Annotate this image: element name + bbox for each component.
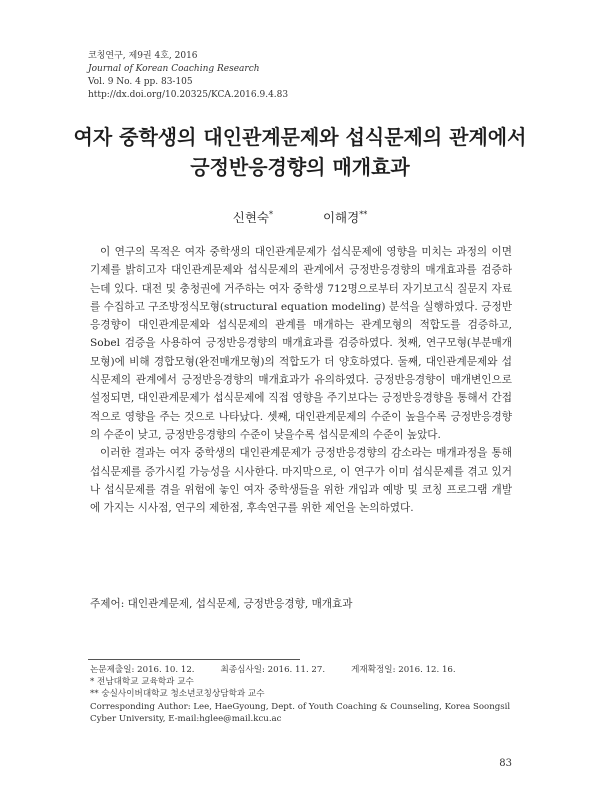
abstract (90, 243, 512, 517)
author-1-name: 신현숙 (232, 210, 269, 225)
page-number: 83 (499, 758, 512, 769)
author-2-name: 이해경 (322, 210, 360, 225)
title-line-2: 긍정반응경향의 매개효과 (190, 155, 410, 179)
author-2-mark: ** (359, 209, 368, 219)
doi-link[interactable]: http://dx.doi.org/10.20325/KCA.2016.9.4.83 (88, 90, 289, 100)
journal-name-english: Journal of Korean Coaching Research (88, 64, 260, 74)
abstract-paragraph-2: 이러한 결과는 여자 중학생의 대인관계문제가 긍정반응경향의 감소라는 매개과정을 통해 섭식문제를 증가시킬 가능성을 시사한다. 마지막으로, 이 연구가 이미 섭식문제를 겪고 있거나 섭식문제를 겪을 위험에 놓인 여자 중학생들을 위한 개입과 예방 및 코칭 프로그램 개발에 가지는 시사점, 연구의 제한점, 후속연구를 위한 제언을 논의하였다. (90, 447, 512, 515)
submission-dates (90, 664, 512, 676)
journal-header (88, 50, 288, 102)
accepted-date: 게재확정일: 2016. 12. 16. (351, 665, 456, 675)
footnotes (90, 664, 512, 725)
author-2 (323, 208, 367, 226)
title-line-1: 여자 중학생의 대인관계문제와 섭식문제의 관계에서 (73, 125, 527, 149)
journal-volume: Vol. 9 No. 4 pp. 83-105 (88, 77, 193, 87)
author-1-mark: * (269, 209, 273, 219)
journal-issue-korean: 코칭연구, 제9권 4호, 2016 (88, 51, 198, 61)
paper-title (0, 122, 600, 182)
affiliation-1: * 전남대학교 교육학과 교수 (90, 677, 194, 688)
abstract-paragraph-1: 이 연구의 목적은 여자 중학생의 대인관계문제가 섭식문제에 영향을 미치는 과정의 이면기제를 밝히고자 대인관계문제와 섭식문제의 관계에서 긍정반응경향의 매개효과를 검증하는데 있다. 대전 및 충청권에 거주하는 여자 중학생 712명으로부터 자기보고식 질문지 자료를 수집하고 구조방정식모형(structural equation modeling) 분석을 실행하였다. 긍정반응경향이 대인관계문제와 섭식문제의 관계를 매개하는 관계모형의 적합도를 검증하고, Sobel 검증을 사용하여 긍정반응경향의 매개효과를 검증하였다. 첫째, 연구모형(부분매개모형)에 비해 경합모형(완전매개모형)의 적합도가 더 양호하였다. 둘째, 대인관계문제와 섭식문제의 관계에서 긍정반응경향의 매개효과가 유의하였다. 긍정반응경향이 매개변인으로 설정되면, 대인관계문제가 섭식문제에 직접 영향을 주기보다는 긍정반응경향을 통해서 간접적으로 영향을 주는 것으로 나타났다. 셋째, 대인관계문제의 수준이 높을수록 긍정반응경향의 수준이 낮고, 긍정반응경향의 수준이 낮을수록 섭식문제의 수준이 높았다. (90, 246, 512, 441)
affiliation-2: ** 숭실사이버대학교 청소년코칭상담학과 교수 (90, 689, 265, 700)
received-date: 논문제출일: 2016. 10. 12. (90, 665, 195, 675)
keywords: 주제어: 대인관계문제, 섭식문제, 긍정반응경향, 매개효과 (90, 598, 353, 610)
corresponding-author: Corresponding Author: Lee, HaeGyoung, Dept. of Youth Coaching & Counseling, Korea Soongsil Cyber University, E-mail:hglee@mail.kcu.ac (90, 701, 511, 724)
revised-date: 최종심사일: 2016. 11. 27. (220, 665, 326, 675)
footnote-divider (88, 659, 300, 660)
author-list (0, 208, 600, 226)
author-1 (233, 208, 273, 226)
